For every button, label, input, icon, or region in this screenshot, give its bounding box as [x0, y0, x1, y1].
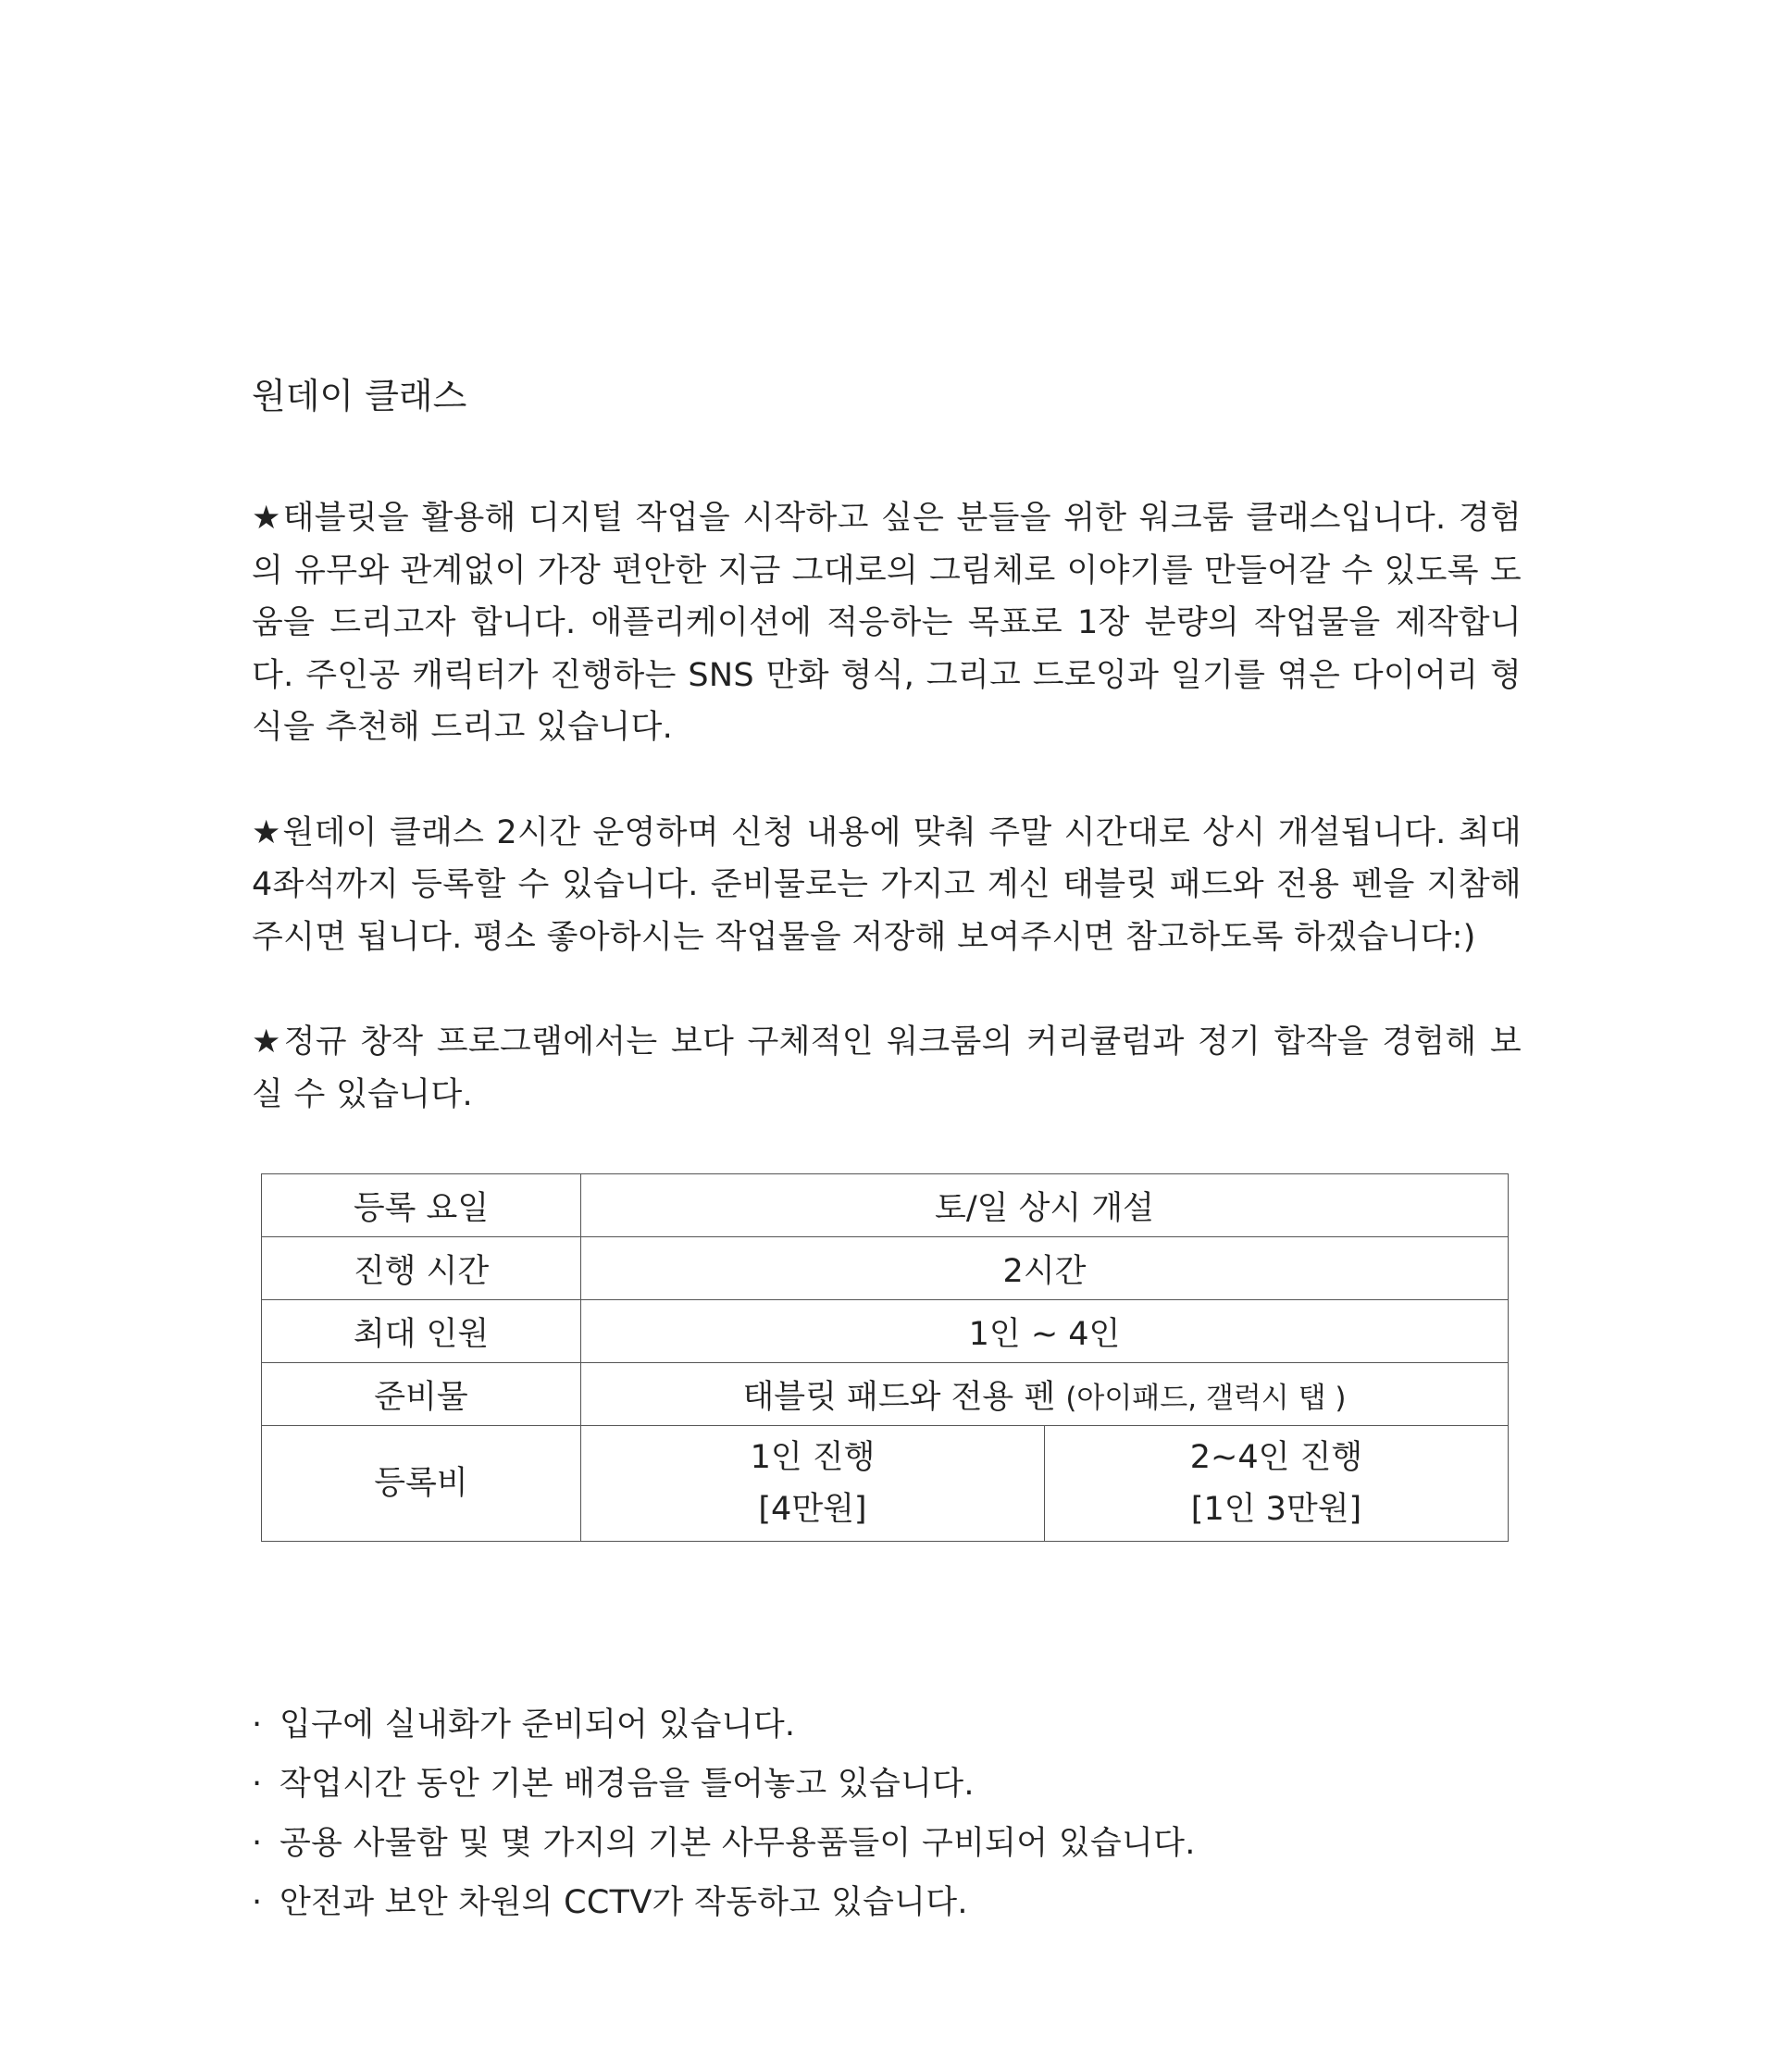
table-row [262, 1300, 1509, 1363]
note-text: 작업시간 동안 기본 배경음을 틀어놓고 있습니다. [280, 1766, 975, 1803]
supplies-note: (아이패드, 갤럭시 탭 ) [1065, 1381, 1347, 1415]
star-icon: ★ [252, 500, 283, 537]
bullet-icon: · [252, 1884, 263, 1921]
table-row [262, 1426, 1509, 1542]
time-value: 2시간 [581, 1237, 1509, 1300]
program-text: 정규 창작 프로그램에서는 보다 구체적인 워크룸의 커리큘럼과 정기 합작을 경험해 보실 수 있습니다. [252, 1024, 1522, 1113]
document-title: 원데이 클래스 [252, 376, 467, 416]
list-item [252, 1695, 1522, 1755]
list-item [252, 1814, 1522, 1873]
star-icon: ★ [252, 813, 283, 851]
bullet-icon: · [252, 1706, 263, 1743]
star-icon: ★ [252, 1024, 284, 1061]
fee-label: 등록비 [262, 1426, 581, 1542]
schedule-paragraph [252, 807, 1522, 964]
note-text: 입구에 실내화가 준비되어 있습니다. [280, 1706, 796, 1743]
class-info-table [261, 1173, 1509, 1542]
fee-group-price: [1인 3만원] [1190, 1491, 1362, 1528]
schedule-text: 원데이 클래스 2시간 운영하며 신청 내용에 맞춰 주말 시간대로 상시 개설됩니다. 최대 4좌석까지 등록할 수 있습니다. 준비물로는 가지고 계신 태블릿 패드와 전용 펜을 지참해 주시면 됩니다. 평소 좋아하시는 작업물을 저장해 보여주시면 참고하도록 하겠습니다:) [252, 813, 1522, 956]
note-text: 공용 사물함 및 몇 가지의 기본 사무용품들이 구비되어 있습니다. [280, 1825, 1196, 1862]
bullet-icon: · [252, 1825, 263, 1862]
notes-list [252, 1695, 1522, 1932]
intro-paragraph [252, 492, 1522, 754]
fee-single-title: 1인 진행 [750, 1439, 876, 1476]
supplies-label: 준비물 [262, 1363, 581, 1426]
fee-single-price: [4만원] [758, 1491, 867, 1528]
list-item [252, 1755, 1522, 1814]
fee-group-title: 2~4인 진행 [1189, 1439, 1363, 1476]
program-paragraph [252, 1016, 1522, 1121]
time-label: 진행 시간 [262, 1237, 581, 1300]
intro-text: 태블릿을 활용해 디지털 작업을 시작하고 싶은 분들을 위한 워크룸 클래스입니다. 경험의 유무와 관계없이 가장 편안한 지금 그대로의 그림체로 이야기를 만들어갈 수 있도록 도움을 드리고자 합니다. 애플리케이션에 적응하는 목표로 1장 분량의 작업물을 제작합니다. 주인공 캐릭터가 진행하는 SNS 만화 형식, 그리고 드로잉과 일기를 엮은 다이어리 형식을 추천해 드리고 있습니다. [252, 500, 1522, 746]
fee-single-cell [581, 1426, 1045, 1542]
table-row [262, 1174, 1509, 1237]
document-page [252, 370, 1522, 1932]
table-row [262, 1363, 1509, 1426]
table-row [262, 1237, 1509, 1300]
note-text: 안전과 보안 차원의 CCTV가 작동하고 있습니다. [280, 1884, 968, 1921]
bullet-icon: · [252, 1766, 263, 1803]
supplies-cell [581, 1363, 1509, 1426]
list-item [252, 1873, 1522, 1932]
days-label: 등록 요일 [262, 1174, 581, 1237]
capacity-value: 1인 ~ 4인 [581, 1300, 1509, 1363]
fee-group-cell [1045, 1426, 1509, 1542]
supplies-value: 태블릿 패드와 전용 펜 [742, 1378, 1056, 1416]
capacity-label: 최대 인원 [262, 1300, 581, 1363]
days-value: 토/일 상시 개설 [581, 1174, 1509, 1237]
